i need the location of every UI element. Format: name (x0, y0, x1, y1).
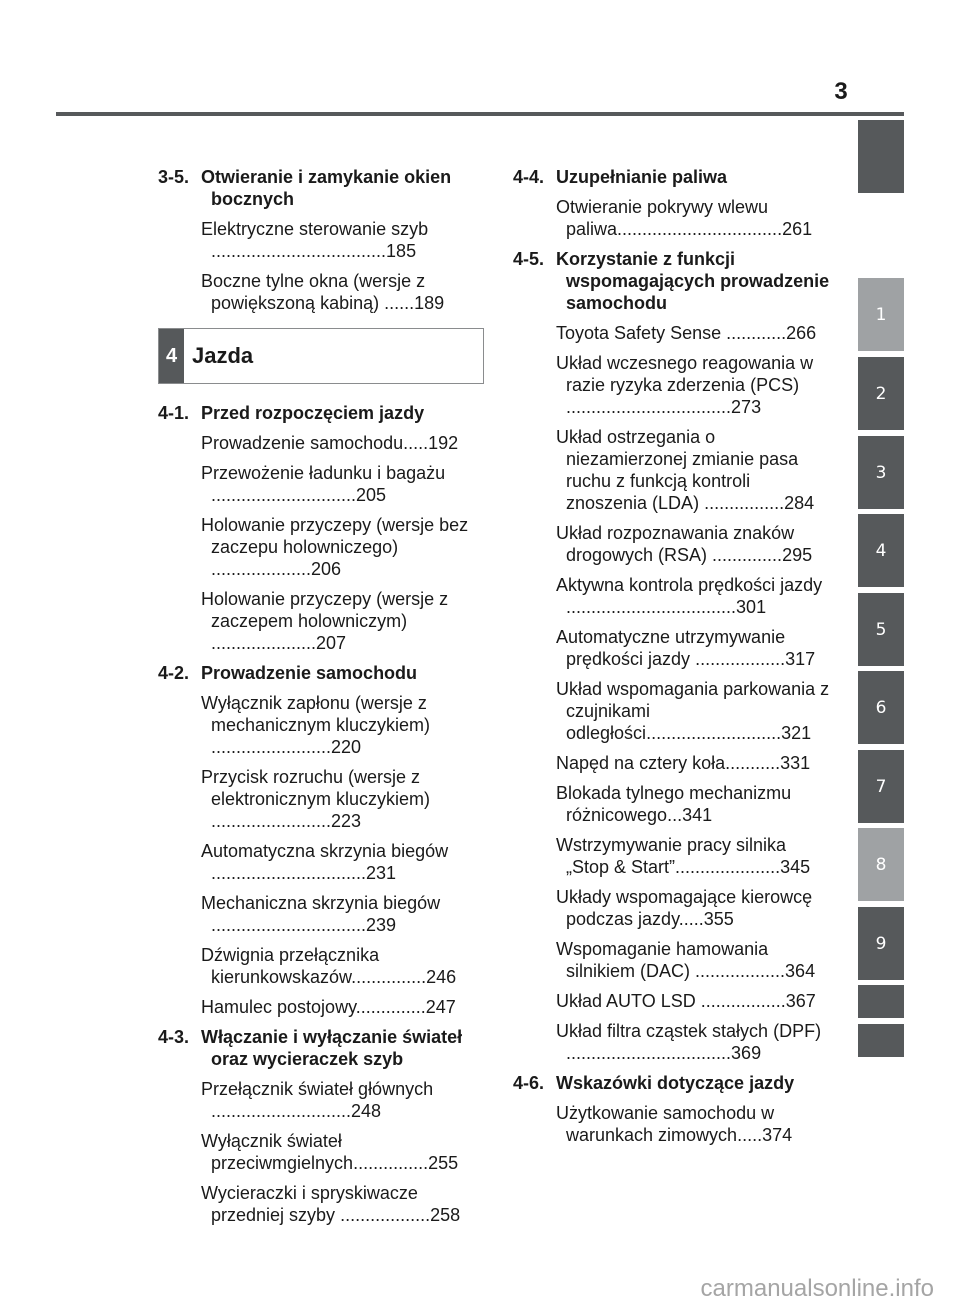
dot-leader: ............................. (211, 485, 357, 505)
section-heading[interactable] (158, 1026, 484, 1070)
page-ref: 374 (762, 1125, 793, 1145)
chapter-tab[interactable]: 4 (858, 514, 904, 587)
section-title: Przed rozpoczęciem jazdy (201, 403, 425, 423)
entry-title: Wspomaganie hamowania silnikiem (DAC) (556, 939, 769, 981)
entry-title: Układ wczesnego reagowania w razie ryzyka zderzenia (PCS) (556, 353, 814, 395)
entry-title: Układ filtra cząstek stałych (DPF) (556, 1021, 822, 1041)
toc-entry[interactable] (556, 1020, 831, 1064)
section-number: 4-5. (513, 249, 545, 269)
dot-leader: ................................. (566, 1043, 732, 1063)
dot-leader: ........................ (211, 737, 332, 757)
toc-entry[interactable] (556, 352, 831, 418)
page-ref: 185 (386, 241, 417, 261)
toc-right-column (513, 166, 831, 1154)
page-ref: 266 (786, 323, 817, 343)
toc-entry[interactable] (201, 1078, 484, 1122)
page-ref: 220 (331, 737, 362, 757)
toc-entry[interactable] (201, 432, 484, 454)
page-number: 3 (834, 78, 848, 105)
dot-leader: ................................. (566, 397, 732, 417)
dot-leader: ........... (725, 753, 781, 773)
section-number: 4-1. (158, 403, 190, 423)
section-number: 3-5. (158, 167, 190, 187)
toc-entry[interactable] (556, 834, 831, 878)
page-ref: 255 (428, 1153, 459, 1173)
entry-title: Holowanie przyczepy (wersje z zaczepem holowniczym) (201, 589, 449, 631)
entry-title: Prowadzenie samochodu (201, 433, 404, 453)
section-number: 4-4. (513, 167, 545, 187)
chapter-tab[interactable]: 9 (858, 907, 904, 980)
toc-entry[interactable] (556, 522, 831, 566)
page-ref: 207 (316, 633, 347, 653)
page-ref: 258 (430, 1205, 461, 1225)
entry-title: Przełącznik świateł głównych (201, 1079, 434, 1099)
dot-leader: ........................... (646, 723, 782, 743)
toc-entry[interactable] (556, 196, 831, 240)
entry-title: Układ wspomagania parkowania z czujnikami odległości (556, 679, 830, 743)
page-ref: 248 (351, 1101, 382, 1121)
section-heading[interactable] (513, 1072, 831, 1094)
entry-title: Dźwignia przełącznika kierunkowskazów (201, 945, 380, 987)
entry-title: Otwieranie pokrywy wlewu paliwa (556, 197, 769, 239)
header-rule (56, 112, 904, 116)
dot-leader: .................. (690, 649, 786, 669)
page-ref: 284 (784, 493, 815, 513)
entry-title: Wstrzymywanie pracy silnika „Stop & Start” (556, 835, 787, 877)
dot-leader: .................. (335, 1205, 431, 1225)
entry-title: Automatyczna skrzynia biegów (201, 841, 449, 861)
chapter-tab[interactable]: 1 (858, 278, 904, 351)
dot-leader: ..... (678, 909, 704, 929)
page-ref: 206 (311, 559, 342, 579)
toc-entry[interactable] (556, 886, 831, 930)
toc-entry[interactable] (201, 840, 484, 884)
dot-leader: ............... (353, 1153, 429, 1173)
toc-entry[interactable] (201, 892, 484, 936)
chapter-tab[interactable] (858, 1024, 904, 1057)
page-ref: 355 (703, 909, 734, 929)
page-ref: 247 (425, 997, 456, 1017)
entry-title: Boczne tylne okna (wersje z powiększoną kabiną) (201, 271, 426, 313)
watermark: carmanualsonline.info (700, 1275, 934, 1302)
dot-leader: ..................... (211, 633, 317, 653)
chapter-tab[interactable]: 8 (858, 828, 904, 901)
entry-title: Toyota Safety Sense (556, 323, 722, 343)
dot-leader: ............................ (211, 1101, 352, 1121)
entry-title: Mechaniczna skrzynia biegów (201, 893, 441, 913)
toc-entry[interactable] (556, 322, 831, 344)
entry-title: Układ ostrzegania o niezamierzonej zmianie pasa ruchu z funkcją kontroli znoszenia (LDA) (556, 427, 799, 513)
entry-title: Układ AUTO LSD (556, 991, 696, 1011)
dot-leader: ............ (721, 323, 787, 343)
toc-entry[interactable] (201, 218, 484, 262)
dot-leader: ................................. (617, 219, 783, 239)
toc-left-column (158, 166, 484, 1234)
dot-leader: ............................... (211, 863, 367, 883)
dot-leader: ........................ (211, 811, 332, 831)
entry-title: Wyłącznik zapłonu (wersje z mechanicznym kluczykiem) (201, 693, 431, 735)
toc-entry[interactable] (556, 938, 831, 982)
chapter-tab[interactable]: 2 (858, 357, 904, 430)
toc-entry[interactable] (556, 574, 831, 618)
entry-title: Elektryczne sterowanie szyb (201, 219, 429, 239)
section-title: Wskazówki dotyczące jazdy (556, 1073, 795, 1093)
page-ref: 231 (366, 863, 397, 883)
entry-title: Wycieraczki i spryskiwacze przedniej szyby (201, 1183, 418, 1225)
page-ref: 223 (331, 811, 362, 831)
page-ref: 239 (366, 915, 397, 935)
chapter-tab[interactable]: 7 (858, 750, 904, 823)
page-ref: 295 (782, 545, 813, 565)
page-ref: 301 (736, 597, 767, 617)
toc-entry[interactable] (201, 462, 484, 506)
toc-entry[interactable] (556, 782, 831, 826)
toc-entry[interactable] (201, 588, 484, 654)
section-title: Prowadzenie samochodu (201, 663, 418, 683)
page-ref: 317 (785, 649, 816, 669)
toc-entry[interactable] (556, 990, 831, 1012)
section-title: Korzystanie z funkcji wspomagających prowadzenie samochodu (556, 249, 830, 313)
entry-title: Wyłącznik świateł przeciwmgielnych (201, 1131, 354, 1173)
entry-title: Holowanie przyczepy (wersje bez zaczepu holowniczego) (201, 515, 469, 557)
toc-entry[interactable] (556, 626, 831, 670)
page-ref: 367 (785, 991, 816, 1011)
section-heading[interactable] (513, 248, 831, 314)
section-title: Uzupełnianie paliwa (556, 167, 728, 187)
entry-title: Blokada tylnego mechanizmu różnicowego (556, 783, 792, 825)
page-ref: 205 (356, 485, 387, 505)
dot-leader: .................... (211, 559, 312, 579)
toc-entry[interactable] (201, 514, 484, 580)
dot-leader: ..................... (675, 857, 781, 877)
toc-entry[interactable] (201, 766, 484, 832)
page-ref: 273 (731, 397, 762, 417)
toc-entry[interactable] (201, 270, 484, 314)
dot-leader: .................................. (566, 597, 737, 617)
section-number: 4-6. (513, 1073, 545, 1093)
page-ref: 345 (780, 857, 811, 877)
chapter-tab[interactable] (858, 120, 904, 193)
dot-leader: ................................... (211, 241, 387, 261)
dot-leader: .................. (690, 961, 786, 981)
entry-title: Układy wspomagające kierowcę podczas jazdy (556, 887, 813, 929)
toc-entry[interactable] (556, 1102, 831, 1146)
page-ref: 321 (781, 723, 812, 743)
section-heading[interactable] (158, 166, 484, 210)
dot-leader: .............. (707, 545, 783, 565)
chapter-tab[interactable]: 6 (858, 671, 904, 744)
entry-title: Przycisk rozruchu (wersje z elektronicznym kluczykiem) (201, 767, 431, 809)
page-ref: 369 (731, 1043, 762, 1063)
dot-leader: ..... (737, 1125, 763, 1145)
dot-leader: ..... (403, 433, 429, 453)
section-number: 4-3. (158, 1027, 190, 1047)
dot-leader: ................. (695, 991, 786, 1011)
entry-title: Przewożenie ładunku i bagażu (201, 463, 446, 483)
section-number: 4-2. (158, 663, 190, 683)
page-ref: 246 (426, 967, 457, 987)
entry-title: Układ rozpoznawania znaków drogowych (RSA) (556, 523, 795, 565)
dot-leader: .............. (355, 997, 426, 1017)
chapter-tab[interactable]: 5 (858, 593, 904, 666)
toc-entry[interactable] (556, 678, 831, 744)
chapter-tab[interactable]: 3 (858, 436, 904, 509)
toc-entry[interactable] (201, 996, 484, 1018)
page-ref: 189 (414, 293, 445, 313)
entry-title: Aktywna kontrola prędkości jazdy (556, 575, 823, 595)
section-heading[interactable] (158, 662, 484, 684)
toc-entry[interactable] (556, 426, 831, 514)
toc-entry[interactable] (201, 692, 484, 758)
section-title: Otwieranie i zamykanie okien bocznych (201, 167, 452, 209)
page-ref: 261 (782, 219, 813, 239)
toc-entry[interactable] (556, 752, 831, 774)
entry-title: Hamulec postojowy (201, 997, 356, 1017)
dot-leader: ... (667, 805, 683, 825)
dot-leader: ............... (351, 967, 427, 987)
section-heading[interactable] (158, 402, 484, 424)
chapter-tab[interactable] (858, 985, 904, 1018)
dot-leader: ................ (699, 493, 785, 513)
section-heading[interactable] (513, 166, 831, 188)
chapter-title: Jazda (192, 343, 254, 368)
dot-leader: ............................... (211, 915, 367, 935)
page-ref: 331 (780, 753, 811, 773)
toc-entry[interactable] (201, 944, 484, 988)
toc-entry[interactable] (201, 1182, 484, 1226)
entry-title: Napęd na cztery koła (556, 753, 726, 773)
entry-title: Automatyczne utrzymywanie prędkości jazdy (556, 627, 786, 669)
page-ref: 364 (785, 961, 816, 981)
chapter-heading (158, 328, 484, 384)
page-ref: 341 (682, 805, 713, 825)
section-title: Włączanie i wyłączanie świateł oraz wycieraczek szyb (201, 1027, 463, 1069)
chapter-number: 4 (159, 329, 184, 383)
toc-entry[interactable] (201, 1130, 484, 1174)
page-ref: 192 (428, 433, 459, 453)
dot-leader: ...... (379, 293, 415, 313)
entry-title: Użytkowanie samochodu w warunkach zimowych (556, 1103, 775, 1145)
